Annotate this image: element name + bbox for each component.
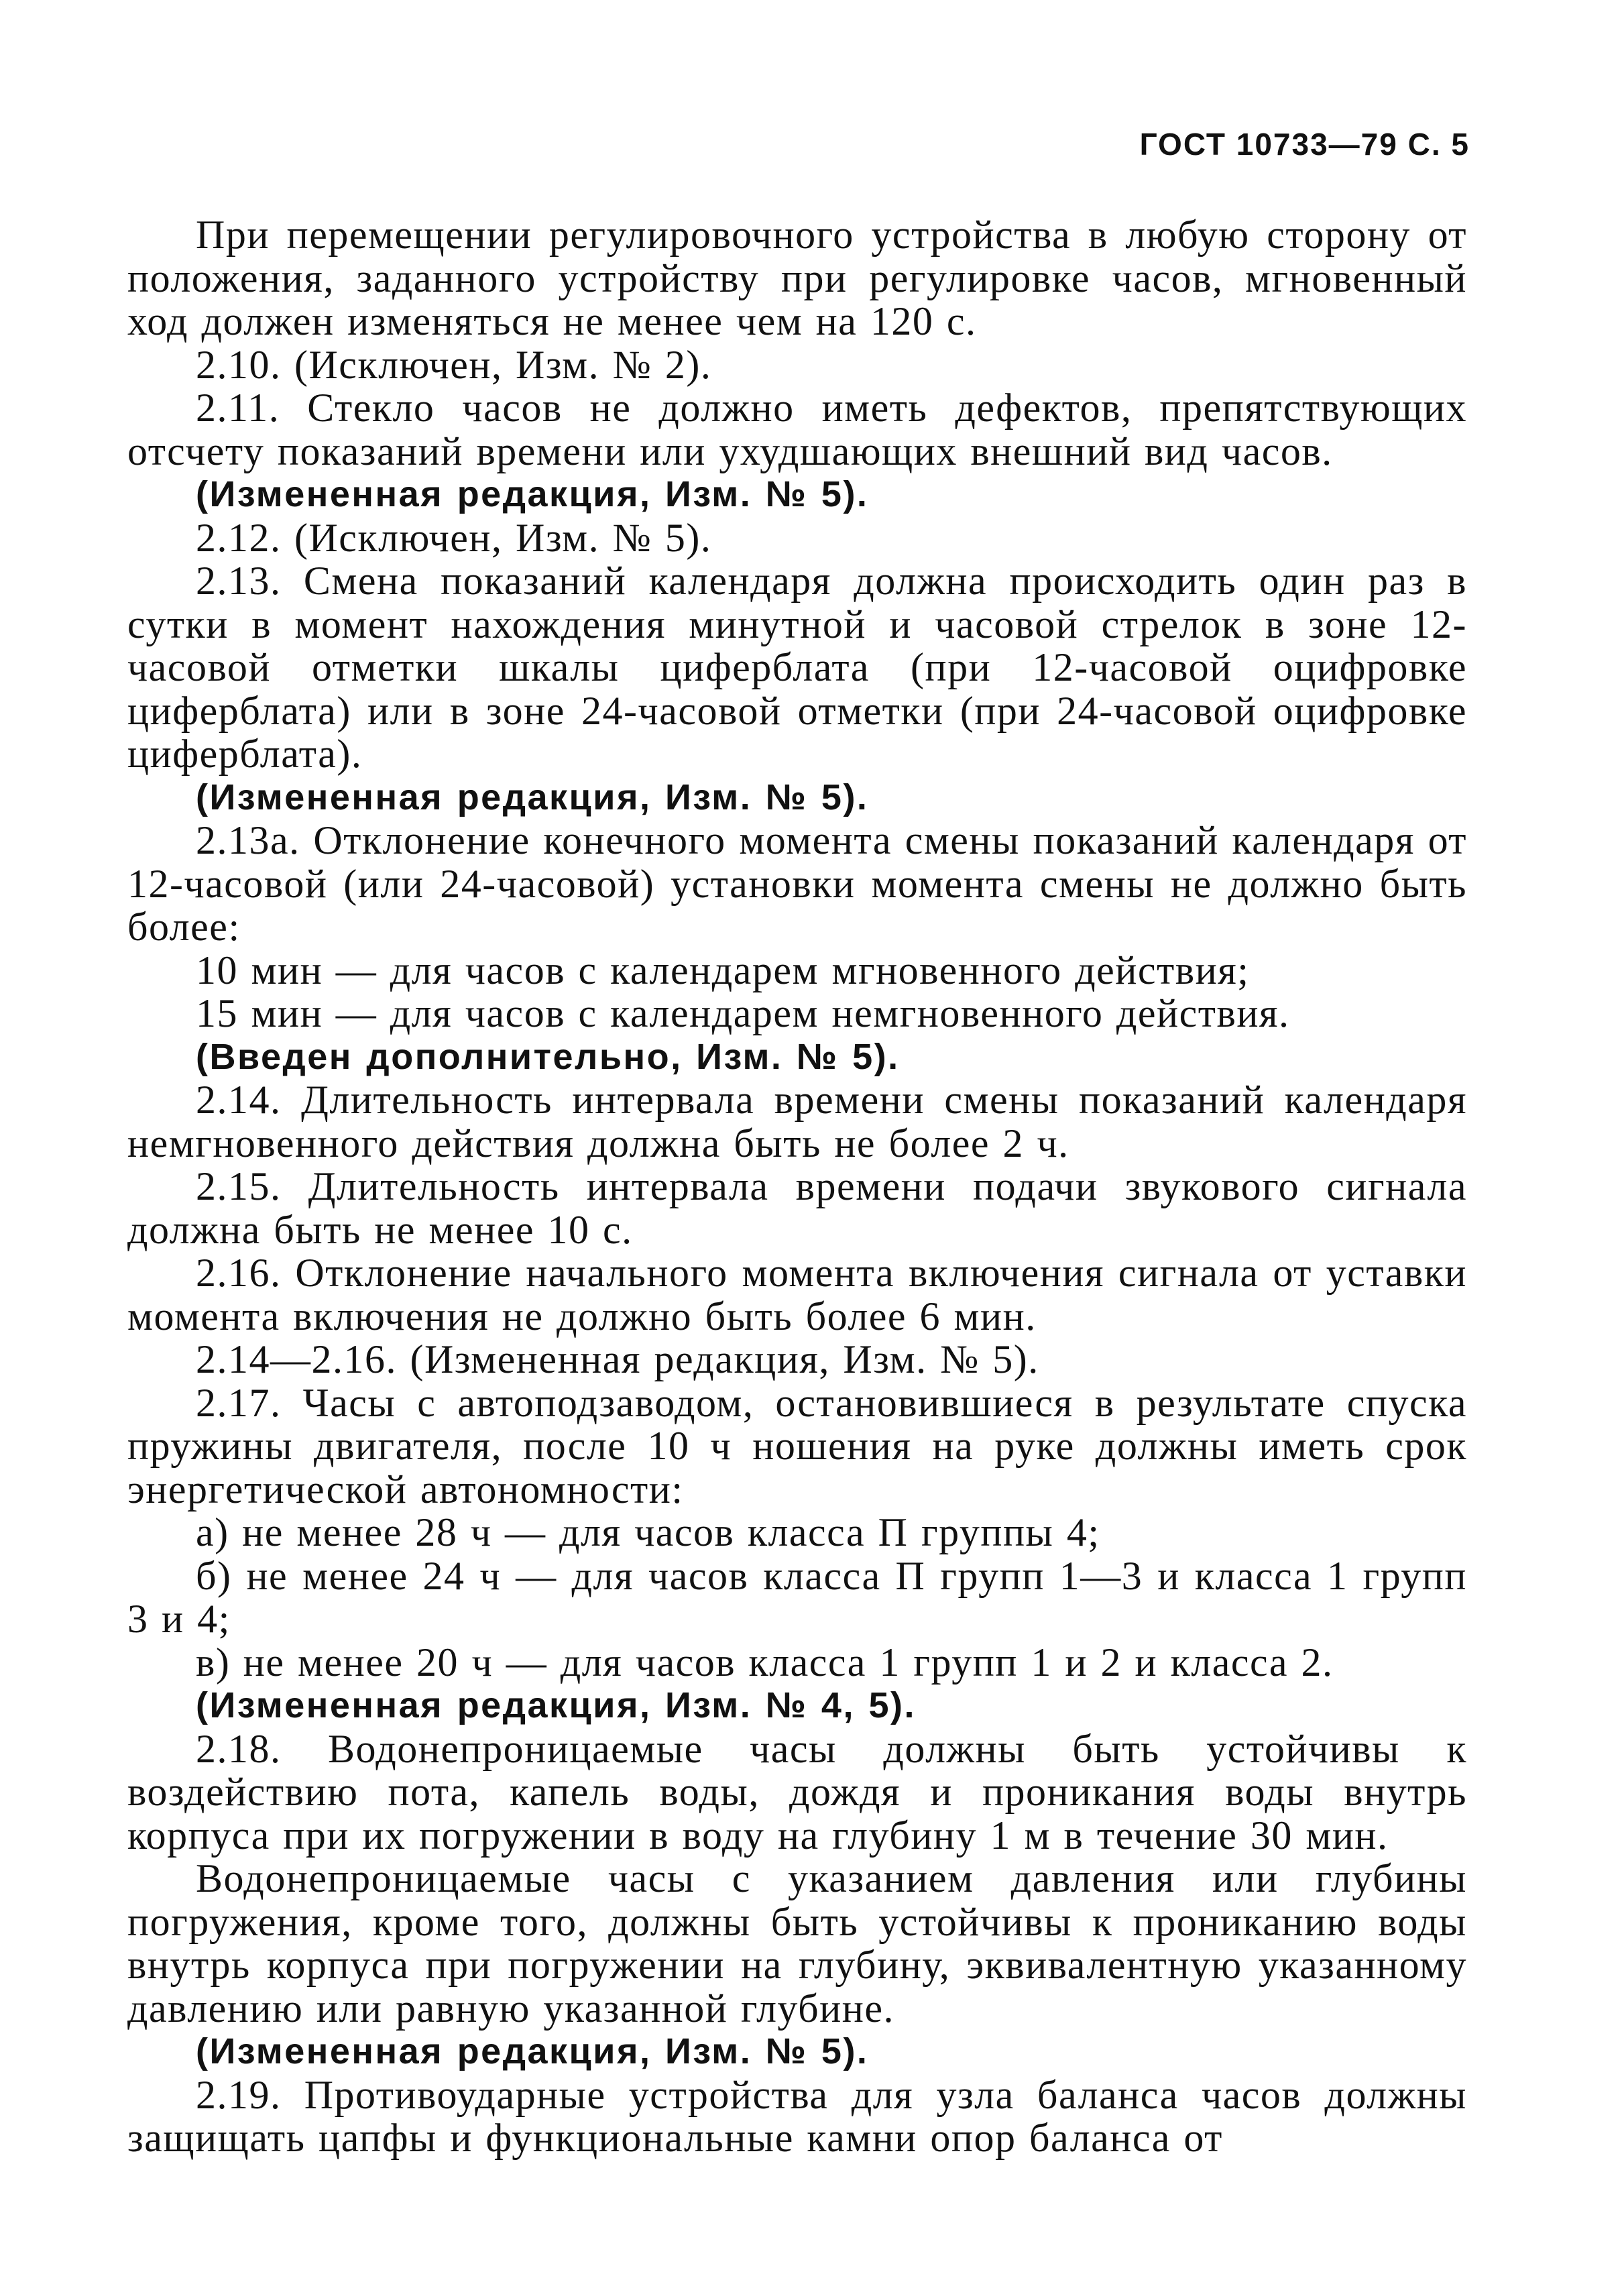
paragraph: 2.11. Стекло часов не должно иметь дефектов, препятствующих отсчету показаний времени или ухудшающих внешний вид часов. [127, 386, 1467, 473]
paragraph: а) не менее 28 ч — для часов класса П группы 4; [196, 1510, 1100, 1554]
paragraph: б) не менее 24 ч — для часов класса П групп 1—3 и класса 1 групп 3 и 4; [127, 1553, 1467, 1641]
paragraph: 2.13. Смена показаний календаря должна происходить один раз в сутки в момент нахождения минутной и часовой стрелок в зоне 12-часовой отметки шкалы циферблата (при 12-часовой оцифровке циферблата) или в зоне 24-часовой отметки (при 24-часовой оцифровке циферблата). [127, 559, 1467, 776]
paragraph: 2.18. Водонепроницаемые часы должны быть устойчивы к воздействию пота, капель воды, дождя и проникания воды внутрь корпуса при их погружении в воду на глубину 1 м в течение 30 мин. [127, 1726, 1467, 1858]
document-body [127, 213, 1467, 2160]
paragraph: в) не менее 20 ч — для часов класса 1 групп 1 и 2 и класса 2. [196, 1640, 1334, 1685]
paragraph: 2.14—2.16. (Измененная редакция, Изм. № 5). [196, 1337, 1039, 1381]
paragraph: 2.13а. Отклонение конечного момента смены показаний календаря от 12-часовой (или 24-часовой) установки момента смены не должно быть более: [127, 818, 1467, 949]
paragraph: 2.12. (Исключен, Изм. № 5). [196, 515, 712, 560]
amendment-note: (Измененная редакция, Изм. № 5). [196, 777, 869, 817]
paragraph: 2.16. Отклонение начального момента включения сигнала от уставки момента включения не должно быть более 6 мин. [127, 1251, 1467, 1338]
paragraph: 15 мин — для часов с календарем немгновенного действия. [196, 991, 1290, 1035]
amendment-note: (Измененная редакция, Изм. № 5). [196, 2031, 869, 2071]
amendment-note: (Измененная редакция, Изм. № 4, 5). [196, 1685, 916, 1725]
page-header: ГОСТ 10733—79 С. 5 [1139, 127, 1470, 162]
amendment-note: (Измененная редакция, Изм. № 5). [196, 474, 869, 514]
paragraph: 2.10. (Исключен, Изм. № 2). [196, 342, 712, 387]
paragraph: 2.14. Длительность интервала времени смены показаний календаря немгновенного действия должна быть не более 2 ч. [127, 1078, 1467, 1165]
paragraph: Водонепроницаемые часы с указанием давления или глубины погружения, кроме того, должны быть устойчивы к прониканию воды внутрь корпуса при погружении на глубину, эквивалентную указанному давлению или равную указанной глубине. [127, 1856, 1467, 2031]
paragraph: 2.15. Длительность интервала времени подачи звукового сигнала должна быть не менее 10 с. [127, 1164, 1467, 1252]
amendment-note: (Введен дополнительно, Изм. № 5). [196, 1036, 900, 1077]
paragraph: 2.19. Противоударные устройства для узла баланса часов должны защищать цапфы и функциональные камни опор баланса от [127, 2072, 1467, 2160]
paragraph: При перемещении регулировочного устройства в любую сторону от положения, заданного устройству при регулировке часов, мгновенный ход должен изменяться не менее чем на 120 с. [127, 213, 1467, 343]
paragraph: 2.17. Часы с автоподзаводом, остановившиеся в результате спуска пружины двигателя, после 10 ч ношения на руке должны иметь срок энергетической автономности: [127, 1380, 1467, 1512]
paragraph: 10 мин — для часов с календарем мгновенного действия; [196, 948, 1250, 992]
